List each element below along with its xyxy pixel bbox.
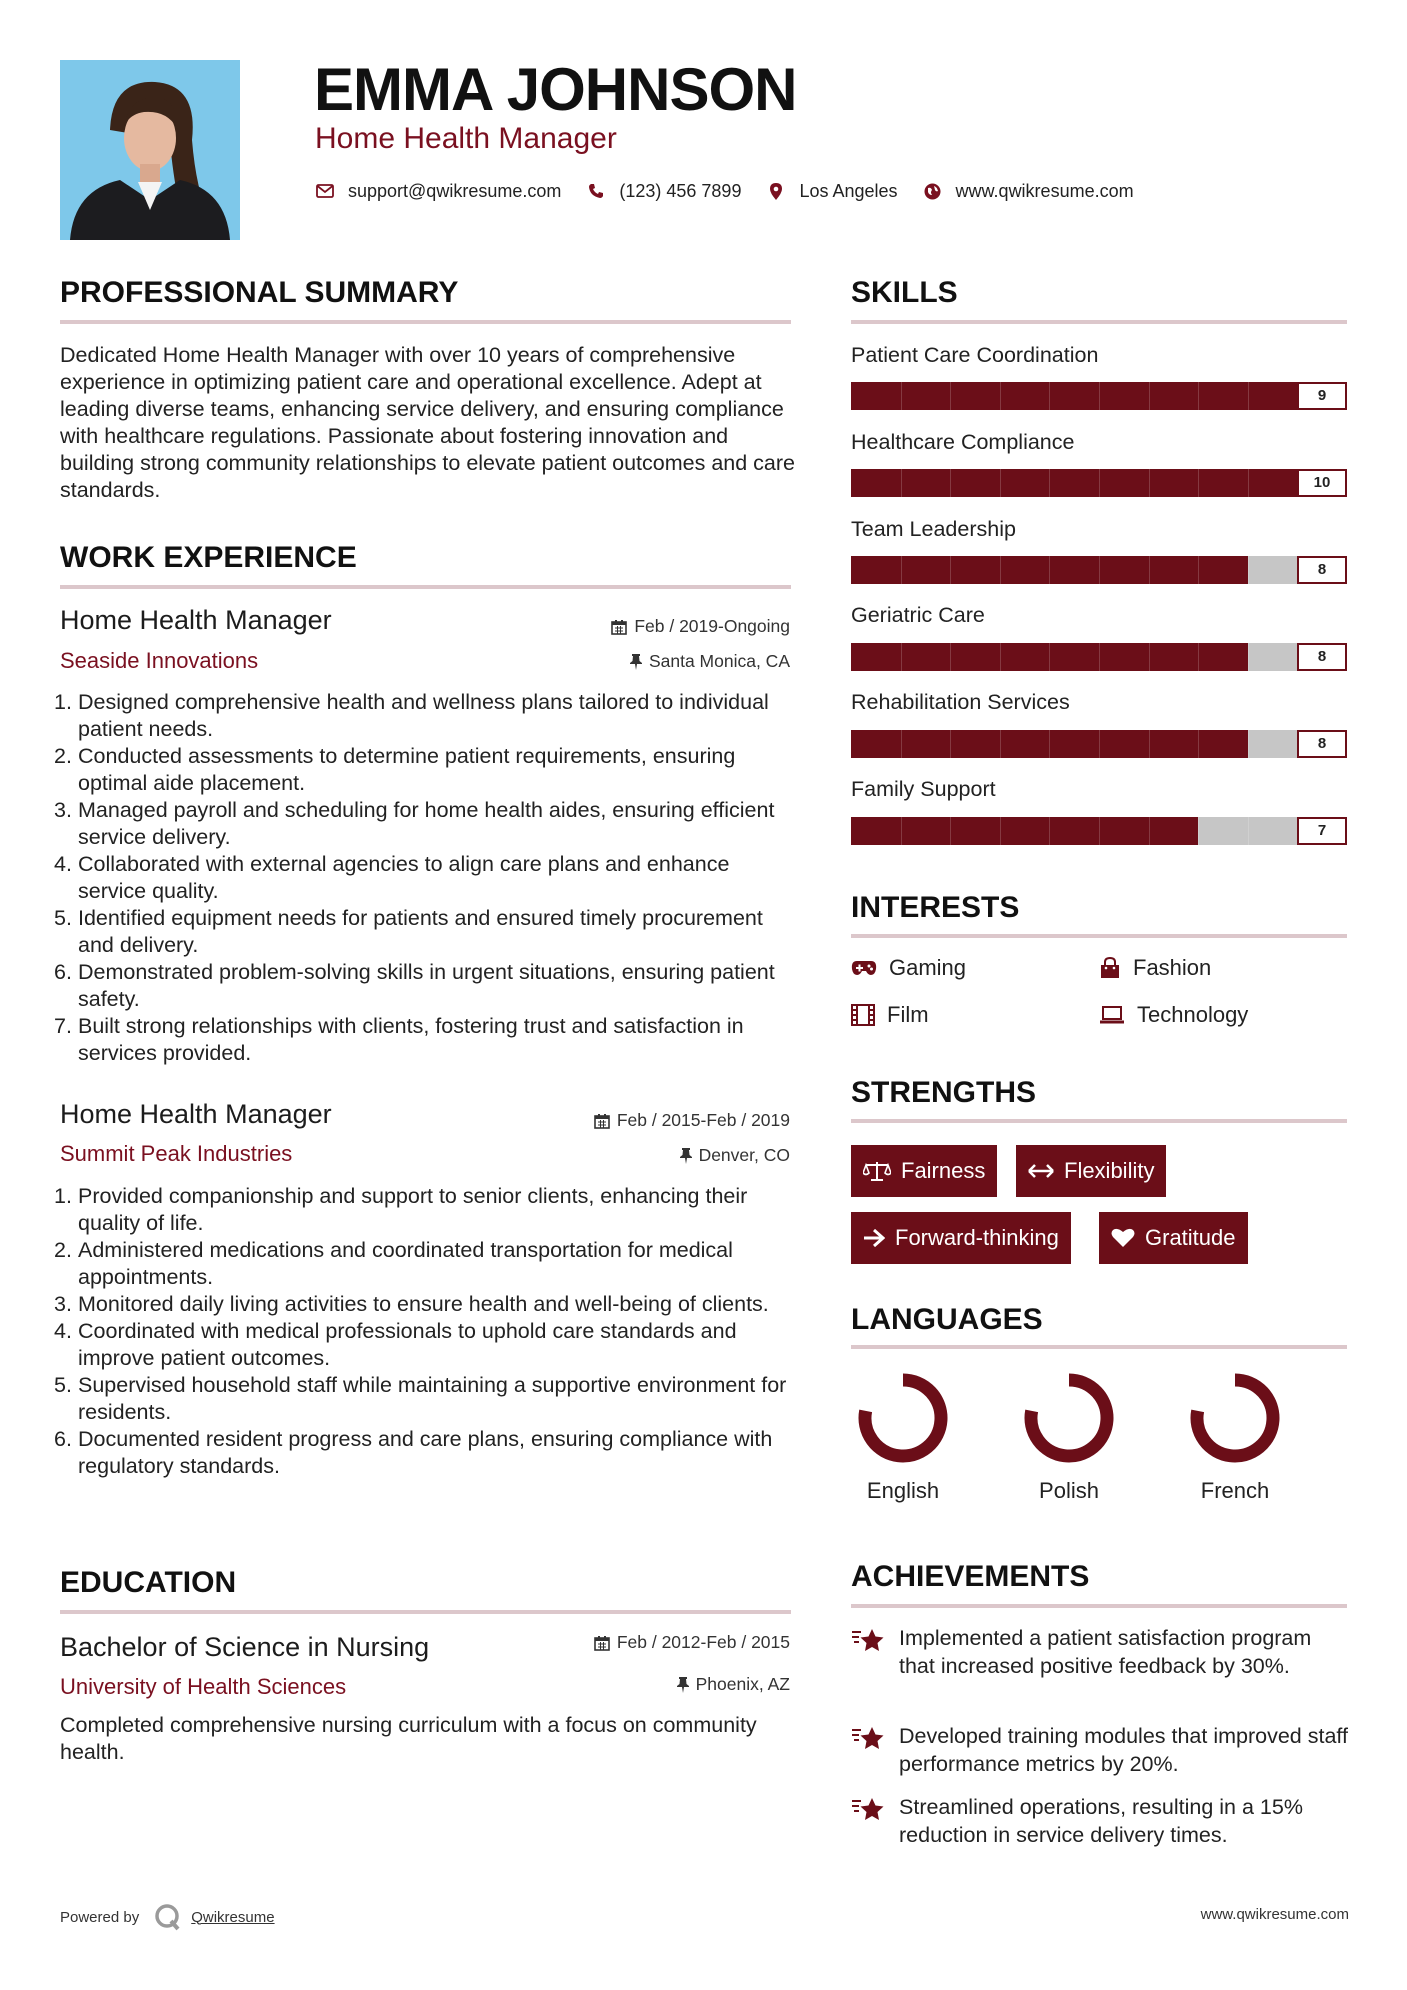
- contact-phone[interactable]: (123) 456 7899: [619, 180, 742, 201]
- skill-bar-segment: [1149, 730, 1150, 758]
- skill-bar-segment: [950, 382, 951, 410]
- skill-bar-segment: [1049, 730, 1050, 758]
- summary-divider: [60, 320, 791, 324]
- skill-bar-segment: [1000, 382, 1001, 410]
- skill-bar-segment: [1149, 382, 1150, 410]
- contact-bar: [314, 178, 1158, 204]
- skill-level-value: 8: [1297, 643, 1347, 671]
- skill-bar: [851, 382, 1347, 410]
- interests-divider: [851, 934, 1347, 938]
- skill-bar-segment: [1049, 817, 1050, 845]
- job-date-text: Feb / 2015-Feb / 2019: [616, 1110, 790, 1130]
- list-item: 5. Identified equipment needs for patients and ensured timely procurement and delivery.: [54, 906, 763, 957]
- language-level-ring: [855, 1370, 951, 1466]
- contact-location: Los Angeles: [799, 180, 898, 201]
- experience-divider: [60, 585, 791, 589]
- education-divider: [60, 1610, 791, 1614]
- list-item: 5. Supervised household staff while maintaining a supportive environment for residents.: [54, 1373, 787, 1424]
- skill-bar-segment: [901, 730, 902, 758]
- interest-label: Film: [887, 1002, 929, 1027]
- star-icon: [851, 1626, 885, 1654]
- contact-email[interactable]: support@qwikresume.com: [348, 180, 562, 201]
- star-icon: [851, 1795, 885, 1823]
- skill-level-value: 7: [1297, 817, 1347, 845]
- education-description: Completed comprehensive nursing curriculum with a focus on community health.: [60, 1713, 757, 1764]
- strength-label: Forward-thinking: [895, 1225, 1059, 1250]
- skill-bar-segment: [1000, 817, 1001, 845]
- skill-bar-segment: [950, 643, 951, 671]
- qwikresume-link[interactable]: Qwikresume: [191, 1908, 275, 1926]
- job-title: Home Health Manager: [60, 605, 332, 635]
- achievements-divider: [851, 1604, 1347, 1608]
- footer-website[interactable]: www.qwikresume.com: [1200, 1906, 1349, 1923]
- degree-title: Bachelor of Science in Nursing: [60, 1632, 430, 1662]
- summary-heading: PROFESSIONAL SUMMARY: [60, 276, 459, 309]
- strength-label: Flexibility: [1064, 1158, 1155, 1183]
- skill-bar-fill: [851, 382, 1297, 410]
- shopping-bag-icon: [1099, 957, 1121, 979]
- achievement-item: [851, 1722, 1351, 1778]
- skill-bar-segment: [1248, 556, 1249, 584]
- arrows-horizontal-icon: [1028, 1164, 1054, 1178]
- qwikresume-logo-icon: [153, 1902, 183, 1932]
- education-location-text: Phoenix, AZ: [695, 1674, 790, 1694]
- education-location: [677, 1674, 790, 1695]
- experience-heading: WORK EXPERIENCE: [60, 541, 357, 574]
- language-item: [848, 1370, 958, 1503]
- skill-bar-segment: [1198, 730, 1199, 758]
- interest-item: [851, 1002, 929, 1028]
- skill-bar-segment: [950, 730, 951, 758]
- skill-bar-segment: [1248, 730, 1249, 758]
- skill-bar-segment: [1099, 643, 1100, 671]
- interest-label: Fashion: [1133, 955, 1212, 980]
- gamepad-icon: [851, 960, 877, 976]
- skill-bar: [851, 817, 1347, 845]
- interest-label: Technology: [1137, 1002, 1249, 1027]
- skill-name: Family Support: [851, 777, 996, 801]
- skills-divider: [851, 320, 1347, 324]
- map-pin-icon: [765, 180, 787, 202]
- language-name: Polish: [1039, 1478, 1099, 1503]
- list-item: 1. Designed comprehensive health and wellness plans tailored to individual patient needs.: [54, 690, 769, 741]
- star-icon: [851, 1724, 885, 1752]
- film-icon: [851, 1004, 875, 1026]
- skill-bar-segment: [1149, 643, 1150, 671]
- calendar-icon: [611, 619, 627, 635]
- job-title: Home Health Manager: [60, 1099, 332, 1129]
- skill-bar: [851, 469, 1347, 497]
- list-item: 4. Coordinated with medical professionals to uphold care standards and improve patient outcomes.: [54, 1319, 737, 1370]
- school-name: University of Health Sciences: [60, 1674, 347, 1699]
- education-date-text: Feb / 2012-Feb / 2015: [616, 1632, 790, 1652]
- skill-bar-segment: [1149, 469, 1150, 497]
- achievement-text: Implemented a patient satisfaction program that increased positive feedback by 30%.: [899, 1626, 1312, 1678]
- strength-label: Fairness: [901, 1158, 986, 1183]
- job-date: [611, 616, 790, 637]
- skill-bar-segment: [950, 469, 951, 497]
- skill-bar-segment: [1000, 469, 1001, 497]
- skill-bar-segment: [1099, 556, 1100, 584]
- skill-bar-segment: [901, 469, 902, 497]
- language-name: English: [866, 1478, 940, 1503]
- interest-label: Gaming: [889, 955, 967, 980]
- list-item: 3. Monitored daily living activities to ensure health and well-being of clients.: [54, 1292, 769, 1316]
- achievements-heading: ACHIEVEMENTS: [851, 1560, 1090, 1593]
- calendar-icon: [594, 1113, 610, 1129]
- strength-chip: [1099, 1212, 1248, 1264]
- list-item: 4. Collaborated with external agencies to align care plans and enhance service quality.: [54, 852, 730, 903]
- languages-divider: [851, 1345, 1347, 1349]
- skill-bar-segment: [1000, 730, 1001, 758]
- list-item: 3. Managed payroll and scheduling for home health aides, ensuring efficient service delivery.: [54, 798, 775, 849]
- achievement-item: [851, 1624, 1351, 1680]
- footer-powered-by: [60, 1902, 275, 1932]
- skill-bar-segment: [1149, 556, 1150, 584]
- skill-bar-segment: [901, 643, 902, 671]
- contact-website[interactable]: www.qwikresume.com: [955, 180, 1134, 201]
- skill-level-value: 10: [1297, 469, 1347, 497]
- strength-chip: [851, 1212, 1071, 1264]
- list-item: 7. Built strong relationships with clients, fostering trust and satisfaction in services provided.: [54, 1014, 744, 1065]
- candidate-name: EMMA JOHNSON: [314, 56, 797, 123]
- list-item: 6. Demonstrated problem-solving skills in urgent situations, ensuring patient safety.: [54, 960, 775, 1011]
- job-company: Summit Peak Industries: [60, 1141, 293, 1166]
- strengths-heading: STRENGTHS: [851, 1076, 1037, 1109]
- list-item: 2. Conducted assessments to determine patient requirements, ensuring optimal aide placement.: [54, 744, 736, 795]
- skill-bar: [851, 730, 1347, 758]
- achievement-text: Streamlined operations, resulting in a 15% reduction in service delivery times.: [899, 1795, 1303, 1847]
- pushpin-icon: [630, 654, 642, 670]
- achievement-text: Developed training modules that improved staff performance metrics by 20%.: [899, 1724, 1348, 1776]
- globe-icon: [922, 180, 944, 202]
- language-level-ring: [1187, 1370, 1283, 1466]
- skill-bar-segment: [1248, 643, 1249, 671]
- job-location-text: Denver, CO: [698, 1145, 790, 1165]
- summary-text: Dedicated Home Health Manager with over 10 years of comprehensive experience in optimizing patient care and operational excellence. Adept at leading diverse teams, enhancing service delivery, and ensuring compliance with healthcare regulations. Passionate about fostering innovation and building strong community relationships to elevate patient outcomes and care standards.: [60, 343, 795, 502]
- list-item: 1. Provided companionship and support to senior clients, enhancing their quality of life.: [54, 1184, 748, 1235]
- job-location: [630, 651, 790, 672]
- list-item: 6. Documented resident progress and care plans, ensuring compliance with regulatory standards.: [54, 1427, 773, 1478]
- job-date: [594, 1110, 790, 1131]
- interests-heading: INTERESTS: [851, 891, 1020, 924]
- skill-bar-segment: [1049, 643, 1050, 671]
- skill-bar-segment: [950, 817, 951, 845]
- education-date: [594, 1632, 790, 1653]
- skill-bar: [851, 556, 1347, 584]
- skill-bar-segment: [1099, 469, 1100, 497]
- languages-heading: LANGUAGES: [851, 1303, 1043, 1336]
- skill-name: Geriatric Care: [851, 603, 985, 627]
- person-photo-illustration: [60, 60, 240, 240]
- skill-bar-segment: [901, 382, 902, 410]
- skill-bar-segment: [1248, 817, 1249, 845]
- job-location: [680, 1145, 790, 1166]
- skill-bar-segment: [1198, 643, 1199, 671]
- strength-chip: [1016, 1145, 1166, 1197]
- interest-item: [1099, 955, 1211, 981]
- skill-level-value: 8: [1297, 730, 1347, 758]
- job-date-text: Feb / 2019-Ongoing: [634, 616, 790, 636]
- language-level-ring: [1021, 1370, 1117, 1466]
- skill-level-value: 9: [1297, 382, 1347, 410]
- education-heading: EDUCATION: [60, 1566, 237, 1599]
- strength-chip: [851, 1145, 997, 1197]
- skill-bar-segment: [1099, 730, 1100, 758]
- skill-bar-segment: [950, 556, 951, 584]
- arrow-right-icon: [863, 1229, 885, 1247]
- skill-bar-segment: [1198, 469, 1199, 497]
- skill-bar-fill: [851, 817, 1198, 845]
- skill-bar-segment: [901, 817, 902, 845]
- strength-label: Gratitude: [1145, 1225, 1236, 1250]
- skill-bar-segment: [1000, 643, 1001, 671]
- skill-bar-segment: [1248, 382, 1249, 410]
- skill-bar-segment: [1000, 556, 1001, 584]
- skill-name: Healthcare Compliance: [851, 430, 1075, 454]
- skill-name: Team Leadership: [851, 517, 1016, 541]
- skill-bar-segment: [1099, 817, 1100, 845]
- job-location-text: Santa Monica, CA: [648, 651, 790, 671]
- skill-bar-segment: [1198, 817, 1199, 845]
- skill-bar-segment: [1248, 469, 1249, 497]
- job-bullets: [54, 689, 794, 1067]
- skill-bar-segment: [901, 556, 902, 584]
- language-name: French: [1200, 1478, 1270, 1503]
- interest-item: [851, 955, 966, 981]
- powered-by-text: Powered by: [60, 1908, 140, 1926]
- candidate-title: Home Health Manager: [315, 122, 617, 155]
- laptop-icon: [1099, 1005, 1125, 1025]
- skill-bar-segment: [1198, 556, 1199, 584]
- strengths-divider: [851, 1119, 1347, 1123]
- interest-item: [1099, 1002, 1248, 1028]
- calendar-icon: [594, 1635, 610, 1651]
- heart-icon: [1111, 1228, 1135, 1248]
- job-bullets: [54, 1183, 794, 1480]
- skill-bar-segment: [1049, 469, 1050, 497]
- phone-icon: [585, 180, 607, 202]
- skill-bar-segment: [1049, 382, 1050, 410]
- skill-bar-segment: [1049, 556, 1050, 584]
- envelope-icon: [314, 180, 336, 202]
- skill-bar-segment: [1198, 382, 1199, 410]
- skill-level-value: 8: [1297, 556, 1347, 584]
- skill-bar-segment: [1099, 382, 1100, 410]
- language-item: [1014, 1370, 1124, 1503]
- job-company: Seaside Innovations: [60, 648, 259, 673]
- skill-bar-segment: [1149, 817, 1150, 845]
- profile-photo: [60, 60, 240, 240]
- language-item: [1180, 1370, 1290, 1503]
- skill-name: Rehabilitation Services: [851, 690, 1070, 714]
- skill-name: Patient Care Coordination: [851, 343, 1099, 367]
- skills-heading: SKILLS: [851, 276, 958, 309]
- pushpin-icon: [680, 1148, 692, 1164]
- list-item: 2. Administered medications and coordinated transportation for medical appointments.: [54, 1238, 733, 1289]
- skill-bar: [851, 643, 1347, 671]
- pushpin-icon: [677, 1677, 689, 1693]
- balance-scale-icon: [863, 1160, 891, 1182]
- achievement-item: [851, 1793, 1351, 1849]
